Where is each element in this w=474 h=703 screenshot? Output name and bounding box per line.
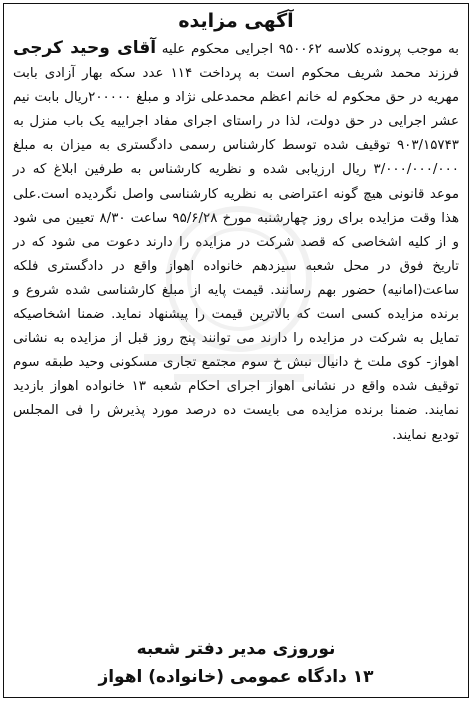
- signature-block: [4, 635, 468, 691]
- debtor-name: آقای وحید کرجی: [13, 38, 157, 58]
- signature-court: ۱۳ دادگاه عمومی (خانواده) اهواز: [98, 667, 374, 687]
- notice-intro: به موجب پرونده کلاسه ۹۵۰۰۶۲ اجرایی محکوم علیه: [161, 42, 460, 57]
- auction-notice: [3, 3, 469, 698]
- signature-name: نوروزی مدیر دفتر شعبه: [136, 639, 336, 659]
- notice-title: آگهی مزایده: [178, 10, 294, 32]
- notice-body: [13, 36, 459, 448]
- notice-paragraph: فرزند محمد شریف محکوم است به پرداخت ۱۱۴ عدد سکه بهار آزادی بابت مهریه در حق محکوم له خانم اعظم محمدعلی نژاد و مبلغ ۲۰۰۰۰۰ریال بابت نیم عشر اجرایی در حق دولت، لذا در راستای اجرای مفاد اجراییه یک باب منزل به ۹۰۳/۱۵۷۴۳ توقیف شده توسط کارشناس رسمی دادگستری به میزان به مبلغ ۳/۰۰۰/۰۰۰/۰۰۰ ریال ارزیابی شده و نظریه کارشناس به طرفین ابلاغ که در موعد قانونی هیچ گونه اعتراضی به نظریه کارشناسی واصل نگردیده است.علی هذا وقت مزایده برای روز چهارشنبه مورخ ۹۵/۶/۲۸ ساعت ۸/۳۰ تعیین می شود و از کلیه اشخاصی که قصد شرکت در مزایده را دارند دعوت می شود که در تاریخ فوق در محل شعبه سیزدهم خانواده اهواز واقع در دادگستری فلکه ساعت(امانیه) حضور بهم رسانند. قیمت پایه از مبلغ کارشناسی شده شروع و برنده مزایده کسی است که بالاترین قیمت را پیشنهاد نماید. ضمنا اشخاصیکه تمایل به شرکت در مزایده را دارند می توانند پنج روز قبل از مزایده به نشانی اهواز- کوی ملت خ دانیال نبش خ سوم مجتمع تجاری مسکونی وحید طبقه سوم توقیف شده واقع در نشانی اهواز اجرای احکام شعبه ۱۳ خانواده اهواز بازدید نمایند. ضمنا برنده مزایده می بایست ده درصد مورد پذیرش را فی المجلس تودیع نمایند.: [13, 66, 460, 443]
